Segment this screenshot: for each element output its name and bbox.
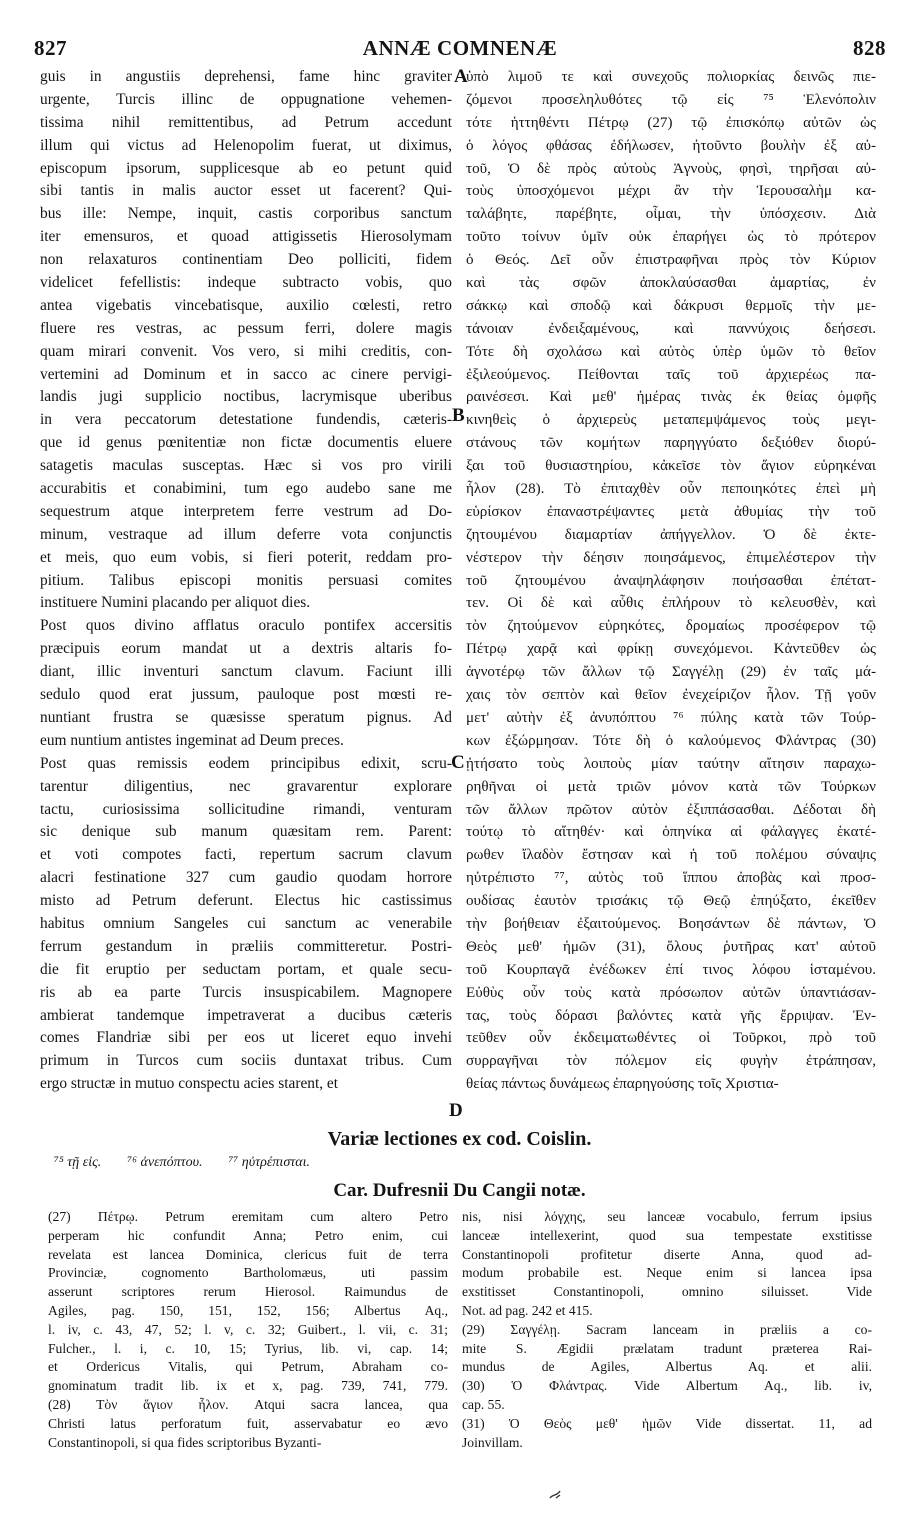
- latin-text-line: tissima nihil remittentibus, ad Petrum accedunt: [40, 113, 452, 131]
- latin-text-line: ferrum gestandum in præliis committeretur. Postri-: [40, 937, 452, 955]
- ink-blot-mark: [548, 1486, 566, 1502]
- latin-text-line: non relaxaturos continentiam Deo polliciti, fidem: [40, 251, 452, 269]
- greek-text-line: τὴν βοήθειαν ἐξαιτούμενος. Βοησάντων δὲ πάντων, Ὁ: [466, 915, 876, 932]
- greek-text-line: ραινέσεσι. Καὶ μεθ' ἡμέρας τινὰς ἐκ θείας ὀμφῆς: [466, 389, 876, 406]
- latin-text-line: nuntiant frustra se quæsisse speratum pignus. Ad: [40, 708, 452, 726]
- note-line: lanceæ intellexerint, quod sua tempestate exstitisse: [462, 1227, 872, 1243]
- latin-text-line: primum in Turcos cum sociis duntaxat tribus. Cum: [40, 1052, 452, 1070]
- note-line: l. iv, c. 43, 47, 52; l. v, c. 32; Guibert., l. vii, c. 31;: [48, 1321, 448, 1337]
- latin-text-line: sibi tantis in malis auctor esset ut facerent? Qui-: [40, 182, 452, 200]
- page-number-right: 828: [853, 36, 886, 60]
- greek-text-line: ὁ λόγος φθάσας ἐδήλωσεν, ἠτοῦντο βουλὴν ἐξ αὐ-: [466, 137, 876, 154]
- latin-text-line: misto ad Petrum deferunt. Electus hic castissimus: [40, 892, 452, 910]
- notes-heading: Car. Dufresnii Du Cangii notæ.: [333, 1180, 586, 1201]
- latin-text-line: sic denique sub manum quæsitam rem. Parent:: [40, 823, 452, 841]
- latin-text-line: iter emensuros, et quoad attigissetis Hierosolymam: [40, 228, 452, 246]
- greek-text-line: Θεὸς μεθ' ἡμῶν (31), ὅλους ῥυτῆρας κατ' αὐτοῦ: [466, 938, 876, 955]
- greek-text-line: τεῦθεν οὖν ἐκδειματωθέντες οἱ Τοῦρκοι, πρὸ τοῦ: [466, 1030, 876, 1047]
- variant-readings: [54, 1155, 336, 1171]
- greek-text-line: τοῦ, Ὁ δὲ πρὸς αὐτοὺς Ἁγνοὺς, φησὶ, τηρῆσαι αὐ-: [466, 160, 876, 177]
- greek-text-line: μετ' αὐτὴν ἐξ ἀνυπόπτου ⁷⁶ πύλης κατὰ τῶν Τούρ-: [466, 709, 876, 726]
- note-line: Joinvillam.: [462, 1434, 523, 1450]
- latin-text-line: tactu, curiosissima sollicitudine rimandi, venturam: [40, 800, 452, 818]
- greek-text-line: Τότε δὴ σχολάσω καὶ αὐτὸς ὑπὲρ ὑμῶν τὸ θεῖον: [466, 343, 876, 360]
- latin-text-line: Post quas remissis eodem principibus edixit, scru-: [40, 754, 452, 772]
- latin-text-line: quam mirari convenit. Vos vero, si mihi creditis, con-: [40, 342, 452, 360]
- greek-text-line: ουδίσας ἑαυτὸν τρισάκις τῷ Θεῷ ἐπηύξατο, ἐκεῖθεν: [466, 893, 876, 910]
- note-line: nis, nisi λόγχης, seu lanceæ vocabulo, ferrum ipsius: [462, 1209, 872, 1224]
- greek-text-line: ρωθεν ἴλαδὸν ἔστησαν καὶ ἡ τοῦ πολέμου σύναψις: [466, 847, 876, 864]
- margin-letter-d: D: [449, 1100, 463, 1121]
- variant-reading: ⁷⁷ ηὐτρέπισται.: [228, 1155, 310, 1170]
- latin-text-line: habitus omnium Sangeles cui sanctum ac venerabile: [40, 914, 452, 932]
- latin-text-line: diant, illic inventuri sanctum clavum. Faciunt illi: [40, 663, 452, 681]
- running-title: ANNÆ COMNENÆ: [362, 36, 558, 60]
- variant-reading: ⁷⁶ ἀνεπόπτου.: [127, 1155, 203, 1170]
- note-line: Fulcher., l. i, c. 10, 15; Tyrius, lib. vi, cap. 14;: [48, 1340, 448, 1356]
- latin-text-line: bus ille: Nempe, inquit, castis corporibus sanctum: [40, 205, 452, 223]
- note-line: mundus de Agiles, Albertus Aq. et alii.: [462, 1359, 872, 1375]
- note-line: perperam hic confundit Anna; Petro enim, cui: [48, 1227, 448, 1243]
- greek-text-line: ἧλον (28). Τὸ ἐπιταχθὲν οὖν πεποιηκότες ἐπεὶ μὴ: [466, 481, 876, 498]
- greek-text-line: τοὺς ὑποσχόμενοι μέχρι ἂν τὴν Ἱερουσαλὴμ κα-: [466, 183, 876, 200]
- note-line: (30) Ὁ Φλάντρας. Vide Albertum Aq., lib. iv,: [462, 1378, 872, 1394]
- note-line: (27) Πέτρῳ. Petrum eremitam cum altero Petro: [48, 1209, 448, 1224]
- note-line: Constantinopoli, si qua fides scriptoribus Byzanti-: [48, 1434, 322, 1450]
- greek-text-line: ἁγνοτέρῳ τῶν ἄλλων τῷ Σαγγέλῃ (29) ἐν ταῖς μά-: [466, 664, 876, 681]
- latin-text-column: [40, 66, 452, 1124]
- latin-text-line: pitium. Talibus episcopi monitis persuasi comites: [40, 571, 452, 589]
- note-line: Christi latus perforatum fuit, asservabatur eo ævo: [48, 1415, 448, 1431]
- latin-text-line: landis jugi supplicio noctibus, lacrymisque uberibus: [40, 388, 452, 406]
- greek-text-line: τας, τοὺς δόρασι βαλόντες κατὰ γῆς ἔρριψαν. Ἐν-: [466, 1007, 876, 1024]
- latin-text-line: que id genus pœnitentiæ non fictæ documentis eluere: [40, 434, 452, 452]
- note-line: asserunt scriptores rerum Hierosol. Raimundus de: [48, 1284, 448, 1300]
- latin-text-line: ambierat tandemque impetraverat a ducibus cæteris: [40, 1006, 452, 1024]
- note-line: exstitisset Constantinopoli, omnino siluisset. Vide: [462, 1284, 872, 1300]
- latin-text-line: accurabitis et conabimini, tum ego audebo sane me: [40, 480, 452, 498]
- latin-text-line: urgente, Turcis illinc de oppugnatione vehemen-: [40, 90, 452, 108]
- note-line: (28) Τὸν ἅγιον ἧλον. Atqui sacra lancea, qua: [48, 1396, 448, 1412]
- latin-text-line: vertemini ad Dominum et in sacco ac cinere pervigi-: [40, 365, 452, 383]
- greek-text-line: τότε ἡττηθέντι Πέτρῳ (27) τῷ ἐπισκόπῳ αὐτῶν ὡς: [466, 114, 876, 131]
- latin-text-line: præcipuis eorum mandat ut a dextris altaris fo-: [40, 640, 452, 658]
- latin-text-line: episcopum ipsorum, supplicesque ab eo petunt quid: [40, 159, 452, 177]
- greek-text-line: ξαι τοῦ θυσιαστηρίου, κἀκεῖσε τὸν ἅγιον εὑρηκέναι: [466, 458, 876, 475]
- greek-text-column: [466, 66, 876, 1124]
- notes-right-column: [462, 1208, 872, 1452]
- greek-text-line: ζόμενοι προσεληλυθότες τῷ εἰς ⁷⁵ Ἑλενόπολιν: [466, 91, 876, 108]
- page-number-left: 827: [34, 36, 67, 60]
- greek-text-line: νέστερον τὴν δέησιν ποιησάμενος, ἐπιμελέστερον τὴν: [466, 549, 876, 566]
- margin-letter-b: B: [452, 405, 465, 426]
- greek-text-line: τεν. Οἱ δὲ καὶ αὖθις ἐπλήρουν τὸ κελευσθὲν, καὶ: [466, 595, 876, 612]
- greek-text-line: τάνοιαν ἐνδειξαμένους, καὶ παννύχοις δεήσεσι.: [466, 320, 876, 337]
- note-line: Provinciæ, cognomento Bartholomæus, uti passim: [48, 1265, 448, 1281]
- greek-text-line: σάκκῳ καὶ σποδῷ καὶ δάκρυσι θερμοῖς τὴν με-: [466, 297, 876, 314]
- greek-text-line: ρηθῆναι οἱ μετὰ τριῶν μόνον κατὰ τῶν Τούρκων: [466, 778, 876, 795]
- greek-text-line: χαις τὸν σεπτὸν καὶ θεῖον ἐνεχείριζον ἧλον. Τῇ γοῦν: [466, 687, 876, 704]
- note-line: Agiles, pag. 150, 151, 152, 156; Albertus Aq.,: [48, 1302, 448, 1318]
- latin-text-line: antea vigebatis vincebatisque, auxilio cœlesti, retro: [40, 296, 452, 314]
- note-line: Constantinopoli profitetur diserte Anna, quod ad-: [462, 1246, 872, 1262]
- note-line: mite S. Ægidii prælatam tradunt præterea Rai-: [462, 1340, 872, 1356]
- latin-text-line: satagetis maculas susceptas. Hæc si vos pro virili: [40, 457, 452, 475]
- greek-text-line: τῶν ἄλλων πρῶτον αὐτὸν ἐξιππάσασθαι. Δέδοται δὴ: [466, 801, 876, 818]
- greek-text-line: τὸν ζητούμενον εὑρηκότες, δρομαίως προσέφερον τῷ: [466, 618, 876, 635]
- greek-text-line: ζητουμένου διαμαρτίαν ἀπήγγελλον. Ὁ δὲ ἐκτε-: [466, 526, 876, 543]
- note-line: et Ordericus Vitalis, qui Petrum, Abraham co-: [48, 1359, 448, 1375]
- variants-heading: Variæ lectiones ex cod. Coislin.: [327, 1128, 592, 1150]
- latin-text-line: illum qui victus ad Helenopolim fuerat, ut diximus,: [40, 136, 452, 154]
- latin-text-line: guis in angustiis deprehensi, fame hinc graviter: [40, 68, 452, 85]
- note-line: cap. 55.: [462, 1396, 505, 1412]
- greek-text-line: στάνους τῶν κομήτων παρηγγύατο δεξιόθεν διορύ-: [466, 435, 876, 452]
- latin-text-line: minum, vestraque ad illum deferre vota conjunctis: [40, 525, 452, 543]
- note-line: modum probabile est. Neque enim si lancea ipsa: [462, 1265, 872, 1281]
- latin-text-line: ergo structæ in mutuo conspectu acies starent, et: [40, 1075, 339, 1093]
- greek-text-line: τοῦ ζητουμένου ἀναψηλάφησιν ποιήσασθαι ἐπέτατ-: [466, 572, 876, 589]
- latin-text-line: instituere Numini placando per aliquot dies.: [40, 594, 311, 612]
- latin-text-line: die fit eruptio per seductam portam, et quale secu-: [40, 960, 452, 978]
- greek-text-line: τοῦ Κουρπαγᾶ ἐνέδωκεν ἐπί τινος λόφου ἱσταμένου.: [466, 961, 876, 978]
- note-line: (31) Ὁ Θεὸς μεθ' ἡμῶν Vide dissertat. 11, ad: [462, 1415, 872, 1431]
- latin-text-line: et meis, quo eum vobis, si fieri poterit, reddam pro-: [40, 548, 452, 566]
- margin-letter-c: C: [451, 752, 465, 773]
- margin-letter-a: A: [454, 66, 468, 87]
- greek-text-line: Εὐθὺς οὖν τοὺς κατὰ πρόσωπον αὐτῶν ὑπαντιάσαν-: [466, 984, 876, 1001]
- greek-text-line: κων ἐξώρμησαν. Τότε δὴ ὁ καλούμενος Φλάντρας (30): [466, 732, 876, 749]
- latin-text-line: alacri festinatione 327 cum gaudio quodam horrore: [40, 869, 452, 887]
- greek-text-line: ὑπὸ λιμοῦ τε καὶ συνεχοῦς πολιορκίας δεινῶς πιε-: [466, 69, 876, 85]
- greek-text-line: τοῦτο τοίνυν ὑμῖν οὐκ ἐπαρήγει ὡς τὸ πρότερον: [466, 229, 876, 246]
- note-line: (29) Σαγγέλῃ. Sacram lanceam in præliis a co-: [462, 1321, 872, 1337]
- latin-text-line: sedulo quod erat jussum, pauloque post mœsti re-: [40, 686, 452, 704]
- latin-text-line: eum nuntium antistes ingeminat ad Deum preces.: [40, 731, 344, 749]
- greek-text-line: ταλάβητε, παρέβητε, οἶμαι, τὴν ὑπόσχεσιν. Διὰ: [466, 206, 876, 223]
- notes-left-column: [48, 1208, 448, 1452]
- latin-text-line: sequestrum atque interpretem ferre vestrum ad Do-: [40, 502, 452, 520]
- greek-text-line: συρραγῆναι τὸν πόλεμον εἰς φυγὴν ἐτράπησαν,: [466, 1053, 876, 1070]
- greek-text-line: εὑρίσκον ἐπαναστρέψαντες μετὰ ἀθυμίας τὴν τοῦ: [466, 503, 876, 520]
- greek-text-line: ᾐτήσατο τοὺς λοιποὺς μίαν ταύτην αἴτησιν παραχω-: [466, 755, 876, 772]
- latin-text-line: videlicet fefellistis: indeque subtracto vobis, quo: [40, 274, 452, 292]
- greek-text-line: ὁ Θεός. Δεῖ οὖν ἐπιστραφῆναι πρὸς τὸν Κύριον: [466, 252, 876, 269]
- greek-text-line: Πέτρῳ χαρᾷ καὶ φρίκῃ συνεχόμενοι. Κἀντεῦθεν ὡς: [466, 641, 876, 658]
- latin-text-line: ris ab ea parte Turcis insuspicabilem. Magnopere: [40, 983, 452, 1001]
- running-header: [34, 36, 886, 64]
- note-line: Not. ad pag. 242 et 415.: [462, 1302, 593, 1318]
- greek-text-line: τούτῳ τὸ αἴτηθέν· καὶ ὁπηνίκα αἱ φάλαγγες ἑκατέ-: [466, 824, 876, 841]
- greek-text-line: καὶ τὰς σφῶν ἀποκλαύσασθαι ἁμαρτίας, ἐν: [466, 275, 876, 292]
- greek-text-line: ηὐτρέπιστο ⁷⁷, αὐτὸς τοῦ ἵππου ἀποβὰς καὶ προσ-: [466, 870, 876, 887]
- latin-text-line: et voti compotes facti, repertum sacrum clavum: [40, 846, 452, 864]
- note-line: gnominatum tradit lib. ix et x, pag. 739, 741, 779.: [48, 1378, 448, 1394]
- greek-text-line: θείας πάντως δυνάμεως ἐπαρηγούσης τοῖς Χριστια-: [466, 1076, 779, 1093]
- latin-text-line: Post quos divino afflatus oraculo pontifex accersitis: [40, 617, 452, 635]
- greek-text-line: κινηθεὶς ὁ ἀρχιερεὺς μεταπεμψάμενος τοὺς μεγι-: [466, 412, 876, 429]
- note-line: revelata est lancea Dominica, clericus fuit de terra: [48, 1246, 448, 1262]
- latin-text-line: tarentur diligentius, nec gravarentur explorare: [40, 777, 452, 795]
- greek-text-line: ἐξιλεούμενος. Πείθονται ταῖς τοῦ ἀρχιερέως πα-: [466, 366, 876, 383]
- latin-text-line: fluere res vestras, ac pessum ferri, dolere magis: [40, 319, 452, 337]
- latin-text-line: comes Flandriæ sibi per eos ut liceret equo invehi: [40, 1029, 452, 1047]
- latin-text-line: in vera peccatorum detestatione fundendis, cæteris-: [40, 411, 452, 429]
- variant-reading: ⁷⁵ τῇ εἰς.: [54, 1155, 102, 1170]
